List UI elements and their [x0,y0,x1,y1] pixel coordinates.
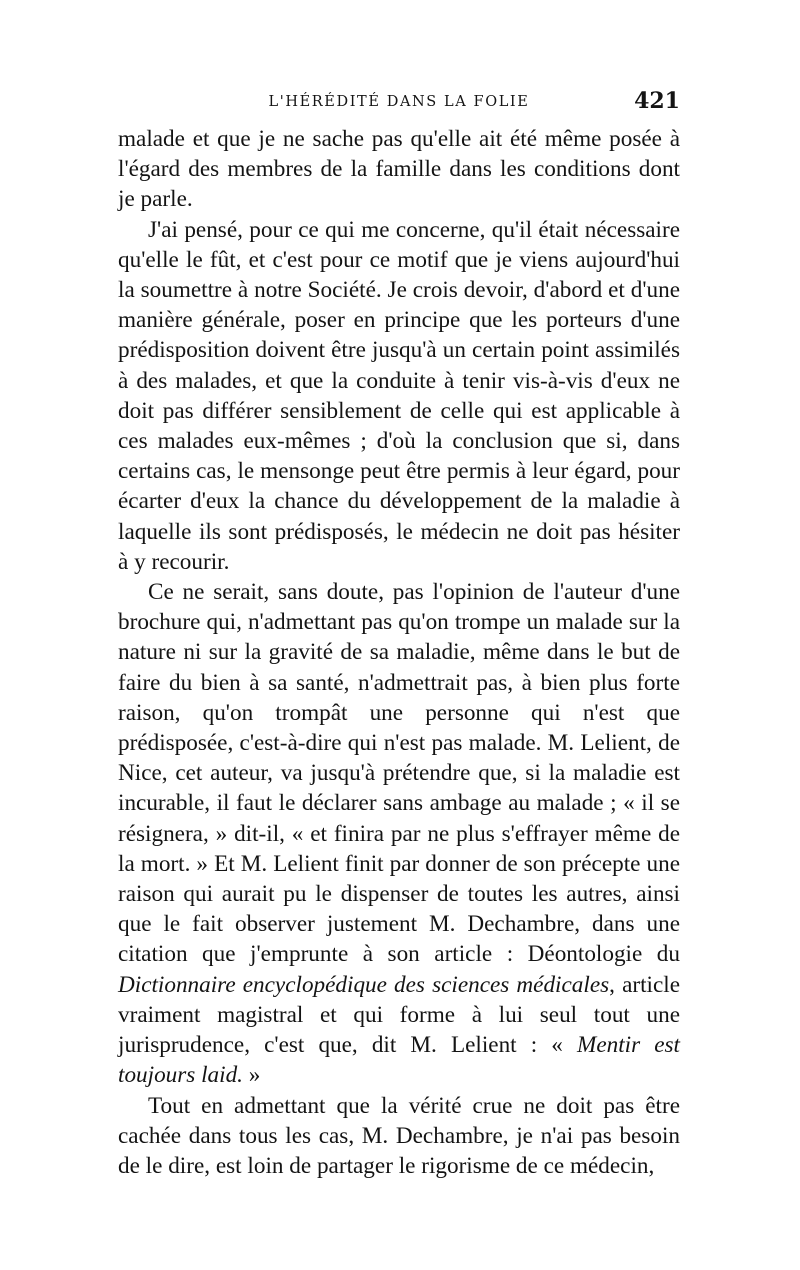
paragraph-text: , article vraiment magistral et qui forme à lui seul tout une jurisprudence, c'est que, dit M. Lelient : « [118,971,680,1059]
paragraph-text: » [242,1062,261,1089]
running-title: L'HÉRÉDITÉ DANS LA FOLIE [268,94,530,110]
paragraph-text: Ce ne serait, sans doute, pas l'opinion de l'auteur d'une brochure qui, n'admettant pas qu'on trompe un malade sur la nature ni sur la gravité de sa maladie, même dans le but de faire du bien à sa santé, n'admettrait pas, à bien plus forte raison, qu'on trompât une personne qui n'est que prédisposée, c'est-à-dire qui n'est pas malade. M. Lelient, de Nice, cet auteur, va jusqu'à prétendre que, si la maladie est incurable, il faut le déclarer sans ambage au malade ; « il se résignera, » dit-il, « et finira par ne plus s'effrayer même de la mort. » Et M. Lelient finit par donner de son précepte une raison qui aurait pu le dispenser de toutes les autres, ainsi que le fait observer justement M. Dechambre, dans une citation que j'emprunte à son article : Déontologie du [118,579,680,968]
italic-quote: Mentir est toujours laid. [118,1032,680,1089]
running-head [118,88,680,116]
paragraph: J'ai pensé, pour ce qui me concerne, qu'il était nécessaire qu'elle le fût, et c'est pour ce motif que je viens aujourd'hui la soumettre à notre Société. Je crois devoir, d'abord et d'une manière générale, poser en principe que les porteurs d'une prédisposition doivent être jusqu'à un certain point assimilés à des malades, et que la conduite à tenir vis-à-vis d'eux ne doit pas différer sensiblement de celle qui est applicable à ces malades eux-mêmes ; d'où la conclusion que si, dans certains cas, le mensonge peut être permis à leur égard, pour écarter d'eux la chance du développement de la maladie à laquelle ils sont prédisposés, le médecin ne doit pas hésiter à y recourir. [118,216,680,575]
body-text [118,124,680,1181]
paragraph [118,577,680,1090]
page-number: 421 [634,88,680,114]
italic-title: Dictionnaire encyclopédique des sciences médicales [118,971,610,998]
paragraph: Tout en admettant que la vérité crue ne doit pas être cachée dans tous les cas, M. Dechambre, je n'ai pas besoin de le dire, est loin de partager le rigorisme de ce médecin, [118,1092,680,1179]
paragraph-continuation: malade et que je ne sache pas qu'elle ait été même posée à l'égard des membres de la famille dans les conditions dont je parle. [118,126,680,213]
